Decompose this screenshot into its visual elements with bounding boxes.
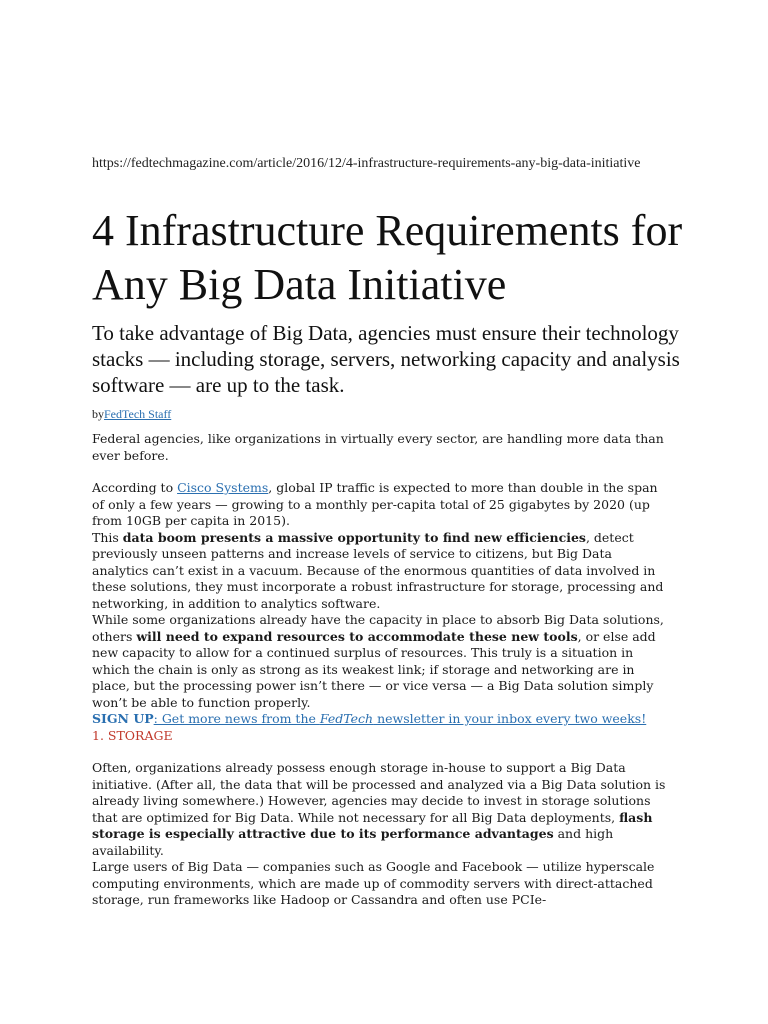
paragraph-cisco-lead: According to [92,480,178,495]
paragraph-storage-bold: flash storage is especially attractive due to its performance advantages [92,809,653,841]
article-title: 4 Infrastructure Requirements for Any Big Data Initiative [92,206,683,309]
paragraph-cisco-rest: , global IP traffic is expected to more than double in the span of only a few years — growing to a monthly per-capita total of 25 gigabytes by 2020 (up from 10GB per capita in 2015). [92,480,658,528]
paragraph-data-boom-rest: , detect previously unseen patterns and increase levels of service to citizens, but Big Data analytics can’t exist in a vacuum. Because of the enormous quantities of data involved in these solutions, they must incorporate a robust infrastructure for storage, processing and networking, in addition to analytics software. [92,529,664,611]
article-subtitle: To take advantage of Big Data, agencies must ensure their technology stacks — including storage, servers, networking capacity and analysis software — are up to the task. [92,321,680,397]
byline-prefix: by [92,407,104,421]
paragraph-storage [92,760,672,859]
paragraph-capacity-lead: While some organizations already have the capacity in place to absorb Big Data solutions, others [92,612,664,644]
paragraph-storage-rest: and high availability. [92,826,614,858]
byline [92,407,171,421]
signup-link-rest: newsletter in your inbox every two weeks! [373,711,647,726]
paragraph-cisco [92,480,672,530]
newsletter-signup-link[interactable] [154,711,647,726]
paragraph-data-boom [92,530,672,613]
paragraph-data-boom-bold: data boom presents a massive opportunity to find new efficiencies [122,529,586,545]
author-link[interactable]: FedTech Staff [104,407,172,421]
paragraph-hyperscale: Large users of Big Data — companies such as Google and Facebook — utilize hyperscale computing environments, which are made up of commodity servers with direct-attached storage, run frameworks like Hadoop or Cassandra and often use PCIe- [92,859,655,907]
section-heading-storage: 1. STORAGE [92,727,173,743]
signup-link-lead: : Get more news from the [153,711,320,726]
paragraph-capacity-rest: , or else add new capacity to allow for a continued surplus of resources. This truly is a situation in which the chain is only as strong as its weakest link; if storage and networking are in place, but the processing power isn’t there — or vice versa — a Big Data solution simply won’t be able to function properly. [92,628,656,710]
signup-link-brand: FedTech [319,711,374,726]
paragraph-storage-lead: Often, organizations already possess enough storage in-house to support a Big Data initiative. (After all, the data that will be processed and analyzed via a Big Data solution is already living somewhere.) However, agencies may decide to invest in storage solutions that are optimized for Big Data. While not necessary for all Big Data deployments, [92,760,666,825]
paragraph-data-boom-lead: This [92,529,123,545]
paragraph-capacity-bold: will need to expand resources to accommodate these new tools [136,628,578,644]
paragraph-intro: Federal agencies, like organizations in virtually every sector, are handling more data than ever before. [92,431,664,463]
signup-callout [92,711,672,728]
cisco-systems-link[interactable]: Cisco Systems [177,480,269,495]
article-body [92,431,672,909]
source-url: https://fedtechmagazine.com/article/2016/12/4-infrastructure-requirements-any-big-data-initiative [92,156,641,171]
signup-label: SIGN UP [92,711,154,726]
paragraph-capacity [92,612,672,711]
